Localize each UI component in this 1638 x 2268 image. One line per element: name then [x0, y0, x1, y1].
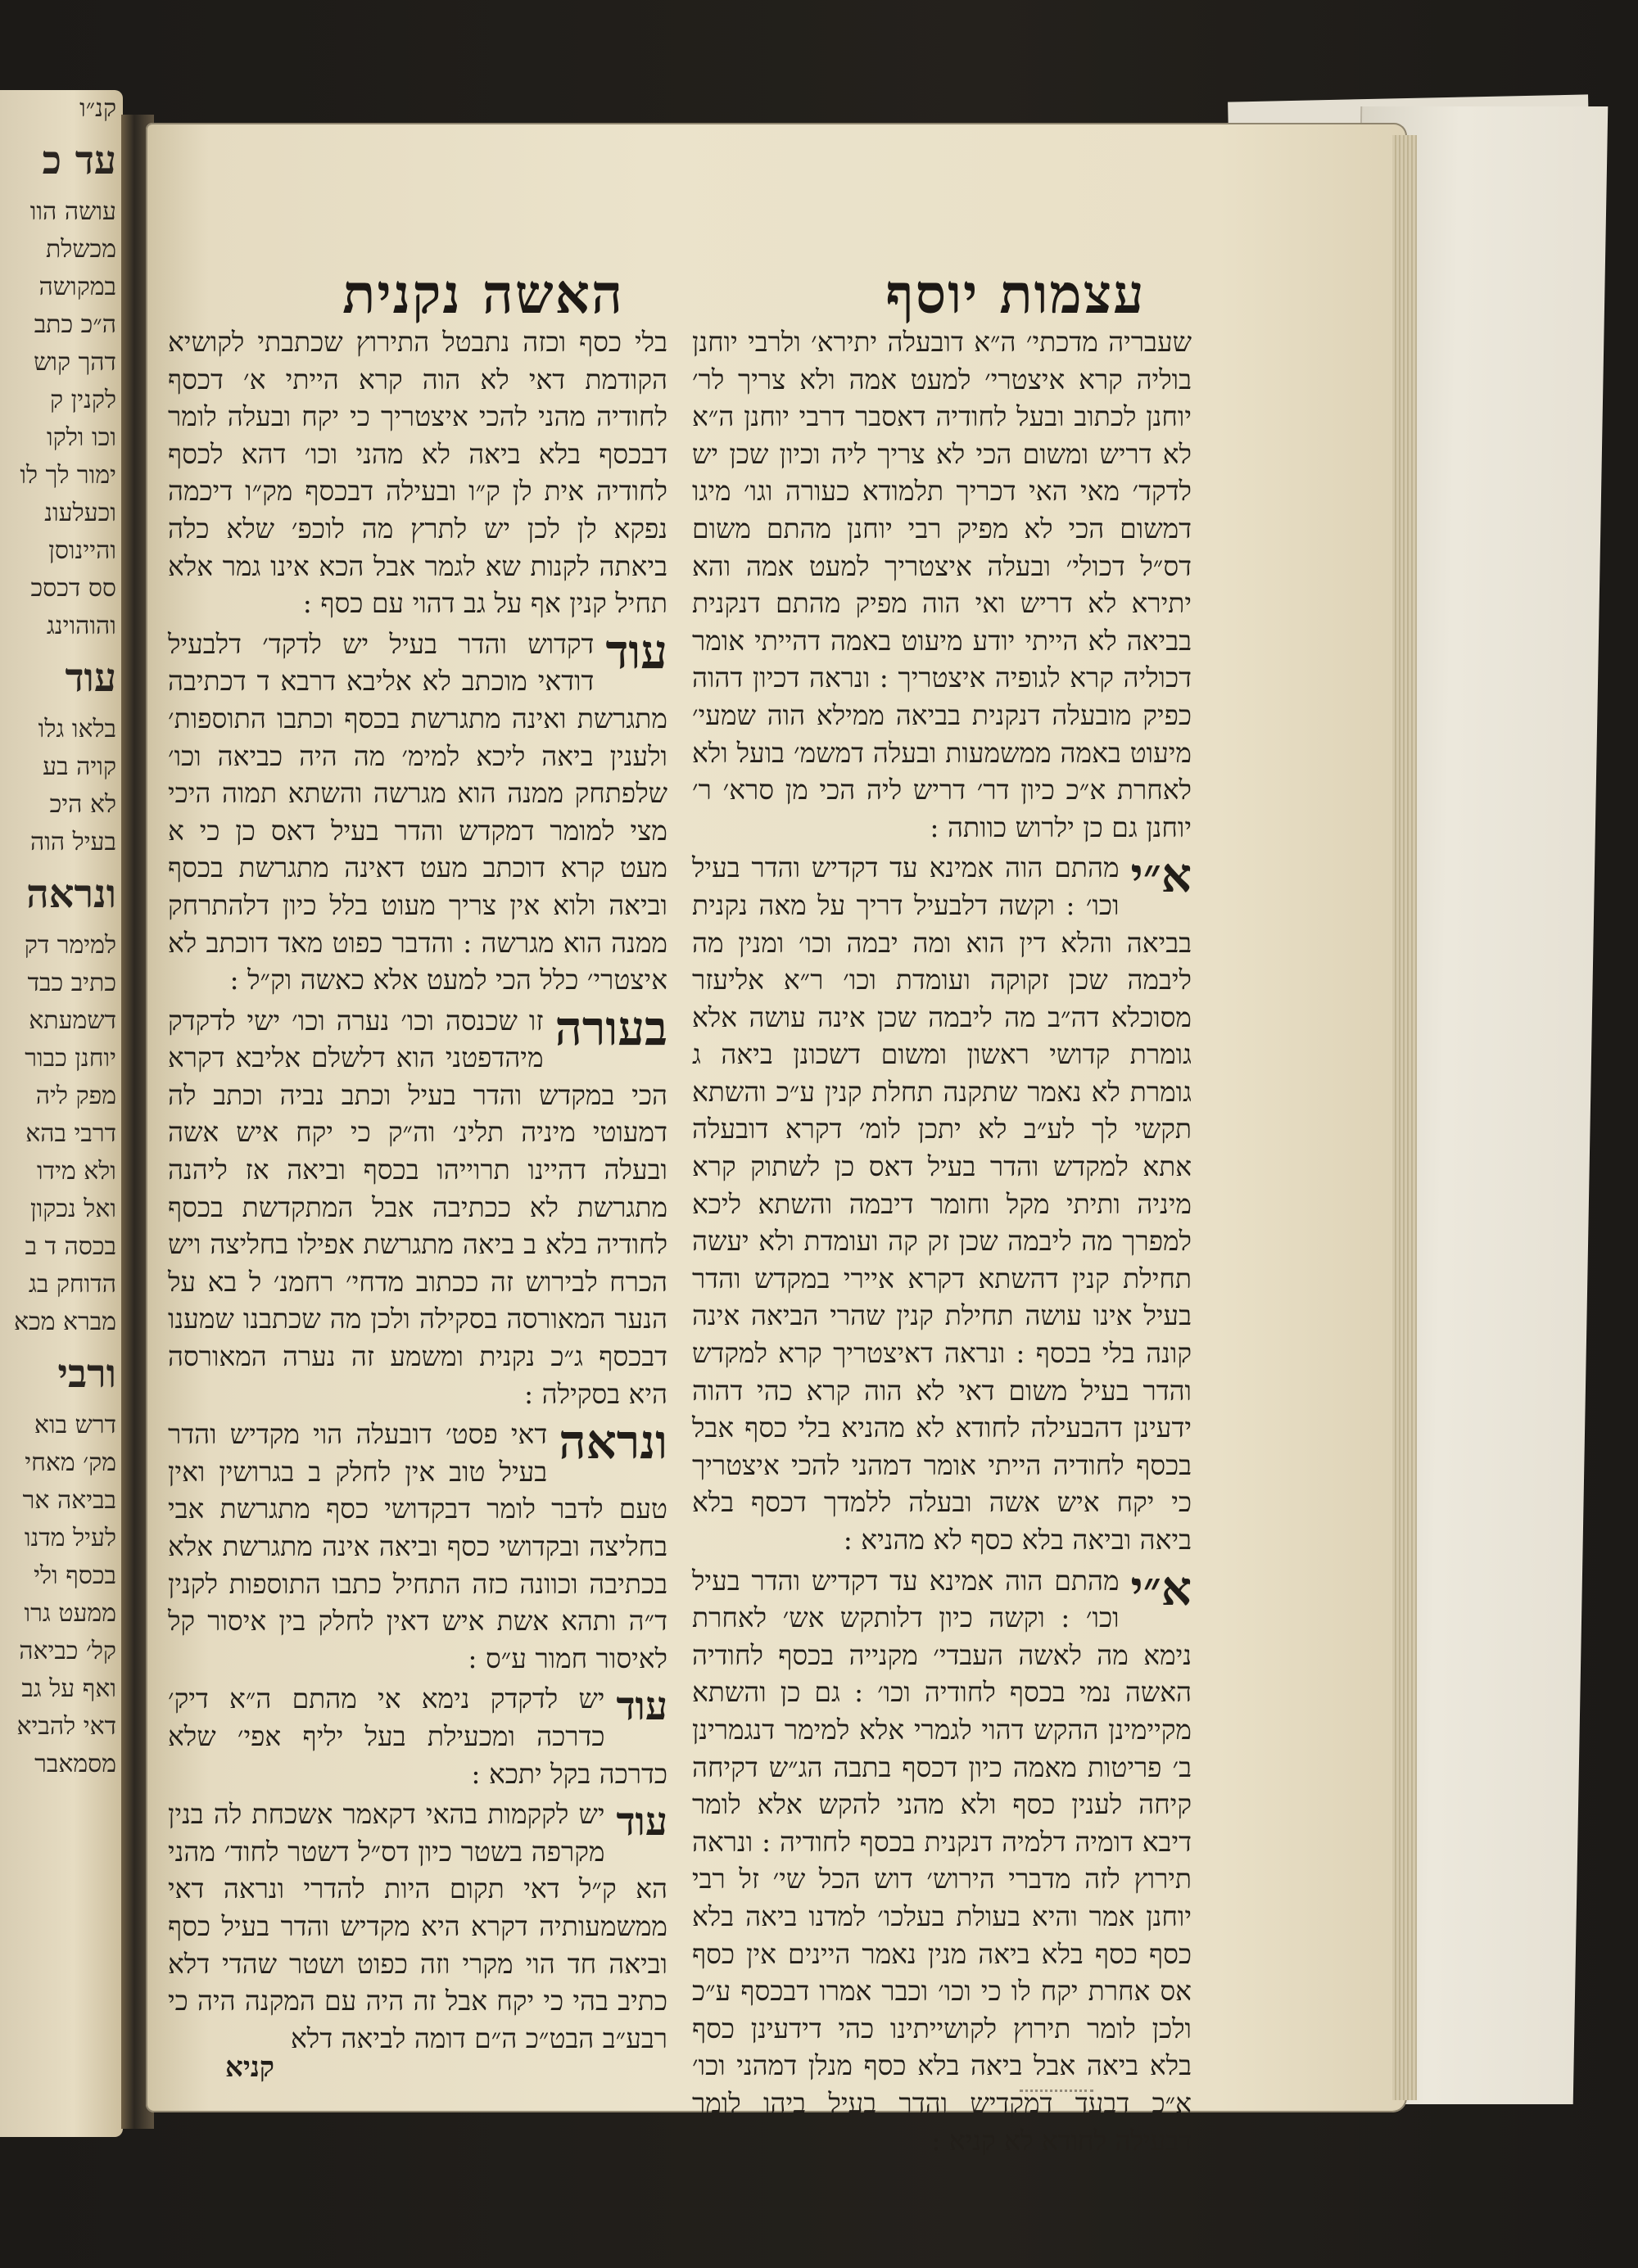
fragment-line: ונראה — [26, 871, 116, 917]
fragment-line: ורבי — [57, 1351, 116, 1397]
fragment-line: ואף על גב — [21, 1674, 116, 1703]
ink-mark — [1020, 2070, 1093, 2092]
paragraph: א״י מהתם הוה אמינא עד דקדיש והדר בעיל וכו׳ : וקשה דלבעיל דריך על מאה נקנית בביאה והלא דין הוא ומה יבמה וכו׳ ומנין מה ליבמה שכן זקוקה ועומדת וכו׳ ר״א אליעזר מסוכלא דה״ב מה ליבמה שכן אינה עושה אלא גומרת קדושי ראשון ומשום דשכונן ביאה ג גומרת לא נאמר שתקנה תחלת קנין ע״כ והשתא תקשי לך לע״ב לא יתכן לומ׳ דקרא דובעלה אתא למקדש והדר בעיל דאס כן לשתוק קרא מיניה ותיתי מקל וחומר דיבמה והשתא ליכא למפרך מה ליבמה שכן זק קה ועומדת ולא יעשה תחילת קנין דהשתא דקרא איירי במקדש והדר בעיל אינו עושה תחילת קנין שהרי הביאה אינה קונה בלי בכסף : ונראה דאיצטריך קרא למקדש והדר בעיל משום דאי לא הוה קרא כהי דהוה ידעינן דהבעילה לחודא לא מהניא בלי כסף אבל בכסף לחודיה הייתי אומר דמהני להכי איצטריך כי יקח איש אשה ובעלה ללמדך דכסף בלא ביאה וביאה בלא כסף לא מהניא : — [692, 847, 1192, 1556]
fragment-line: דרש בוא — [34, 1411, 116, 1439]
lemma: עוד — [616, 1683, 667, 1730]
paragraph: עוד יש לקקמות בהאי דקאמר אשכחת לה בנין מקרפה בשטר כיון דס״ל דשטר לחוד׳ מהני הא ק״ל דאי תקום היות להדרי ונראה דאי ממשמעותיה דקרא היא מקדיש והדר בעיל כסף וביאה חד הוי מקרי וזה כפוט ושטר שהדי דלא כתיב בהי כי יקח אבל זה היה עם המקנה היה כי רבע״ב הבט״כ ה״ם דומה לביאה דלא — [168, 1796, 667, 2057]
fragment-line: והיינוסן — [48, 536, 116, 565]
paragraph: בעורה זו שכנסה וכו׳ נערה וכו׳ ישי לדקדק מיהדפטני הוא דלשלם אליבא דקרא הכי במקדש והדר בעיל וכתב נביה וכתב לה דמעוטי מיניה תלינ׳ וה״ק כי יקח איש אשה ובעלה דהיינו תרוייהו בכסף וביאה אז ליהנה מתגרשת לא ככתיבה אבל המתקדשת בכסף לחודיה בלא ב ביאה מתגרשת אפילו בחליצה ויש הכרח לבירוש זה ככתוב מדחי׳ רחמנ׳ ל בא על הנער המאורסה בסקילה ולכן מה שכתבנו שמענו דבכסף ג״כ נקנית ומשמע זה נערה המאורסה היא בסקילה : — [168, 1000, 667, 1410]
fragment-line: ואל נכקון — [29, 1195, 116, 1223]
fragment-line: וכעלעונ — [44, 499, 116, 527]
fragment-line: והוהוינג — [46, 612, 116, 640]
fragment-line: ה״כ כתב — [34, 310, 116, 339]
lemma: ונראה — [559, 1414, 667, 1471]
fragment-line: עוד — [65, 655, 116, 701]
fragment-line: ימור לך לו — [20, 461, 116, 490]
left-column — [168, 323, 667, 2060]
page-edges — [1392, 135, 1417, 2100]
fragment-line: עושה הוו — [29, 197, 116, 226]
fragment-line: לעיל מדנו — [24, 1524, 116, 1552]
fragment-line: מסמאבר — [34, 1750, 116, 1778]
fragment-line: קנ״ו — [79, 94, 116, 123]
lemma: עוד — [605, 623, 667, 680]
fragment-line: במקושה — [38, 273, 116, 301]
catchword: קניא — [225, 2051, 274, 2084]
fragment-line: לקנין ק — [50, 386, 116, 414]
paragraph: בלי כסף וכזה נתבטל התירוץ שכתבתי לקושיא הקודמת דאי לא הוה קרא הייתי א׳ דכסף לחודיה מהני להכי איצטריך כי יקח ובעלה לומר דבכסף בלא ביאה לא מהני וכו׳ דהא לכסף לחודיה אית לן ק״ו ובעילה דבכסף מק״ו דיכמה נפקא לן לכן יש לתרץ מה לוכפ׳ שלא כלה ביאתה לקנות שא לגמר אבל הכא אינו גמר אלא תחיל קנין אף על גב דהוי עם כסף : — [168, 326, 667, 620]
fragment-line: מק׳ מאחי — [25, 1448, 116, 1477]
paragraph: עוד יש לדקדק נימא אי מהתם ה״א דיק׳ כדרכה ומכעילת בעל יליף אפי׳ שלא כדרכה בקל יתכא : — [168, 1680, 667, 1792]
fragment-line: דרבי בהא — [25, 1119, 116, 1148]
fragment-line: בעיל הוה — [29, 828, 116, 856]
fragment-line: כתיב כבד — [27, 969, 116, 997]
fragment-line: דאי להביא — [16, 1712, 116, 1741]
lemma: עוד — [616, 1799, 667, 1846]
fragment-line: בכסף ולי — [34, 1561, 116, 1590]
fragment-line: בביאה אר — [22, 1486, 116, 1515]
right-column — [692, 323, 1192, 2162]
fragment-line: קויה בע — [43, 752, 116, 781]
left-page-fragment — [0, 90, 123, 2137]
fragment-line: מברא מכא — [14, 1308, 116, 1336]
fragment-line: קל׳ כביאה — [19, 1637, 116, 1665]
paragraph: ונראה דאי פסט׳ דובעלה הוי מקדיש והדר בעיל טוב אין לחלק ב בגרושין ואין טעם לדבר לומר דבקדושי כסף מתגרשת אבי בחליצה ובקדושי כסף וביאה אינה מתגרשת אלא בכתיבה וכוונה כזה התחיל כתבו התוספות לקנין ד״ה ותהא אשת איש דאין לחלק בין איסור קל לאיסור חמור ע״ס : — [168, 1414, 667, 1674]
fragment-line: ממעט גרו — [24, 1599, 116, 1628]
fragment-line: מכשלת — [45, 235, 116, 264]
fragment-line: למימר דק — [24, 931, 116, 960]
lemma: א״י — [1130, 1560, 1192, 1616]
fragment-line: דהך קוש — [34, 348, 116, 377]
running-head-right: עצמות יוסף — [885, 262, 1146, 326]
fragment-line: דשמעתא — [29, 1006, 116, 1035]
running-head-left: האשה נקנית — [342, 262, 624, 326]
fragment-line: עד כ — [42, 138, 116, 183]
fragment-line: סס דכסכ — [30, 574, 116, 603]
paragraph: א״י מהתם הוה אמינא עד דקדיש והדר בעיל וכו׳ : וקשה כיון דלותקש אש׳ לאחרת נימא מה לאשה העבדי׳ מקנייה בכסף לחודיה האשה נמי בכסף לחודיה וכו׳ : גם כן והשתא מקיימינן ההקש דהוי לגמרי אלא למימר דנגמרינן ב׳ פריטות מאמה כיון דכסף בתבה הג״ש דקיחה קיחה לענין כסף ולא מהני להקש אלא לומר דיבא דומיה דלמיה דנקנית בכסף לחודיה : ונראה תירוץ לזה מדברי הירוש׳ דוש הכל שי׳ זל רבי יוחנן אמר והיא בעולת בעלכו׳ למדנו ביאה בלא כסף כסף בלא ביאה מנין נאמר היינים אין כסף אס אחרת יקח לו כי וכו׳ וכבר אמרו דבכסף ע״כ ולכן לומר תירוץ לקושייתינו כהי דידעינן כסף בלא ביאה אבל ביאה בלא כסף מנלן דמהני וכו׳ א״כ דבעד דמקדיש והדר בעיל ביהו לומר דבעילה לחודא לא קניא : — [692, 1560, 1192, 2157]
lemma: א״י — [1130, 847, 1192, 904]
fragment-line: לא היכ — [49, 790, 116, 819]
fragment-line: הדוחק בג — [28, 1270, 116, 1299]
fragment-line: ולא מידו — [36, 1157, 116, 1186]
fragment-line: בכסה ד ב — [25, 1232, 116, 1261]
fragment-line: בלאו גלו — [38, 715, 116, 743]
fragment-line: מפק ליה — [35, 1082, 116, 1110]
fragment-line: וכו ולקו — [47, 423, 116, 452]
paragraph: שעבריה מדכתי׳ ה״א דובעלה יתירא׳ ולרבי יוחנן בוליה קרא איצטרי׳ למעט אמה ולא צריך לר׳ יוחנן לכתוב ובעל לחודיה דאסבר דרבי יוחנן ה״א לא דריש ומשום הכי לא צריך ליה וכיון שכן יש לדקד׳ מאי האי דכריך תלמודא כעורה וגו׳ מיגו דמשום הכי לא מפיק רבי יוחנן מהתם משום דס״ל דכולי׳ ובעלה איצטריך למעט אמה והא יתירא לא דריש ואי הוה מפיק מהתם דנקנית בביאה לא הייתי יודע מיעוט באמה דהייתי אומר דכוליה קרא לגופיה איצטריך : ונראה דכיון דהוה כפיק מובעלה דנקנית בביאה ממילא הוה שמעי׳ מיעוט באמה ממשמעות ובעלה דמשמ׳ בועל ולא לאחרת א״כ כיון דר׳ דריש ליה הכי מן סרא׳ ר׳ יוחנן גם כן ילרוש כוותה : — [692, 326, 1192, 843]
paragraph: עוד דקדוש והדר בעיל יש לדקד׳ דלבעיל דודאי מוכתב לא אליבא דרבא ד דכתיבה מתגרשת ואינה מתגרשת בכסף וכתבו התוספות׳ ולענין ביאה ליכא למימ׳ מה היה כביאה וכו׳ שלפתחק ממנה הוא מגרשה והשתא תמוה היכי מצי למומר דמקדש והדר בעיל דאס כן כי א מעט קרא דוכתב מעט דאינה מתגרשת בכסף וביאה ולוא אין צריך מעוט בלל כיון דלהתרחק ממנה הוא מגרשה : והדבר כפוט מאד דוכתב לא איצטרי׳ כלל הכי למעט אלא כאשה וק״ל : — [168, 623, 667, 996]
fragment-line: יוחנן כבור — [25, 1044, 116, 1073]
lemma: בעורה — [554, 1000, 667, 1056]
